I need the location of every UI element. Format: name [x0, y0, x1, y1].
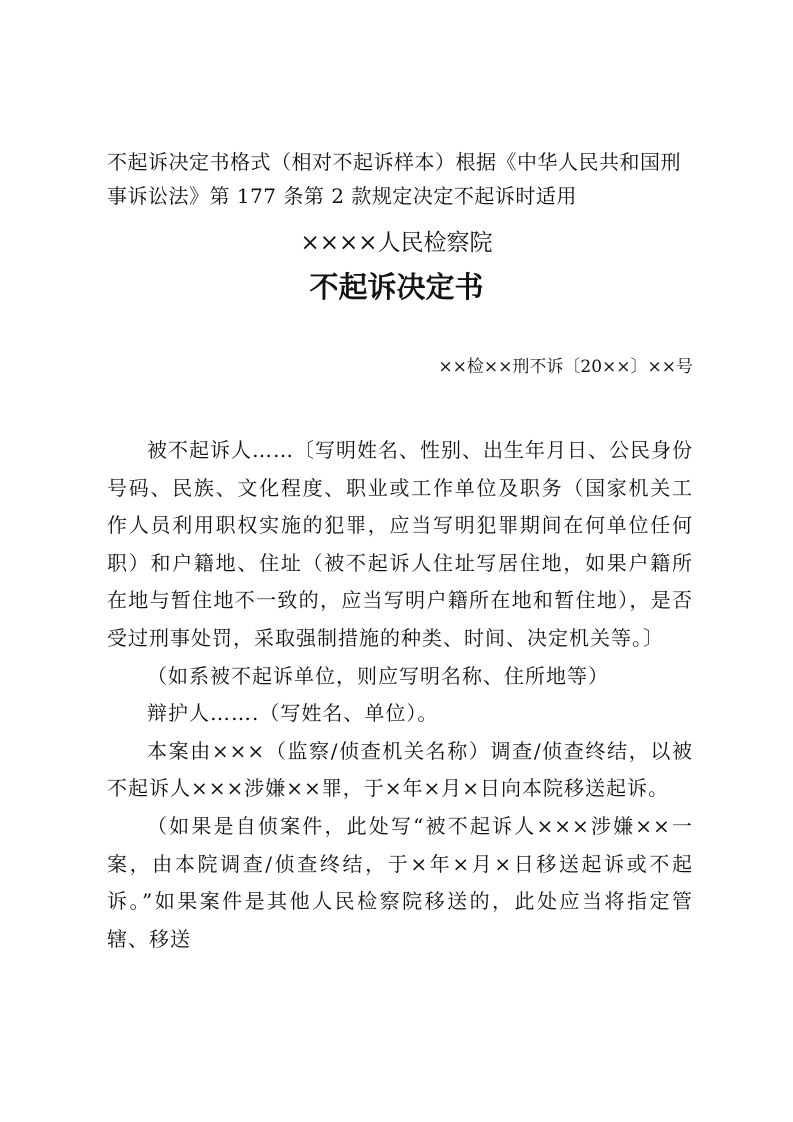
document-title: 不起诉决定书 — [309, 270, 484, 304]
paragraph-self-investigation-note: （如果是自侦案件，此处写“被不起诉人×××涉嫌××一案，由本院调查/侦查终结，于×年×月×日移送起诉或不起诉。”如果案件是其他人民检察院移送的，此处应当将指定管辖、移送 — [107, 813, 693, 951]
paragraph-unit-note: （如系被不起诉单位，则应写明名称、住所地等） — [147, 663, 609, 688]
intro-text: 不起诉决定书格式（相对不起诉样本）根据《中华人民共和国刑事诉讼法》第 177 条第 2 款规定决定不起诉时适用 — [107, 150, 681, 208]
paragraph-defendant-info: 被不起诉人……〔写明姓名、性别、出生年月日、公民身份号码、民族、文化程度、职业或工作单位及职务（国家机关工作人员利用职权实施的犯罪，应当写明犯罪期间在何单位任何职）和户籍地、住址（被不起诉人住址写居住地，如果户籍所在地与暂住地不一致的，应当写明户籍所在地和暂住地），是否受过刑事处罚，采取强制措施的种类、时间、决定机关等。〕 — [107, 438, 693, 650]
paragraph-case-transfer: 本案由×××（监察/侦查机关名称）调查/侦查终结，以被不起诉人×××涉嫌××罪，于×年×月×日向本院移送起诉。 — [107, 738, 693, 801]
paragraph-defender: 辩护人…….（写姓名、单位）。 — [147, 701, 439, 726]
document-body — [107, 432, 693, 958]
procuratorate-name: ××××人民检察院 — [300, 230, 493, 256]
document-number: ××检××刑不诉〔20××〕××号 — [438, 357, 693, 377]
